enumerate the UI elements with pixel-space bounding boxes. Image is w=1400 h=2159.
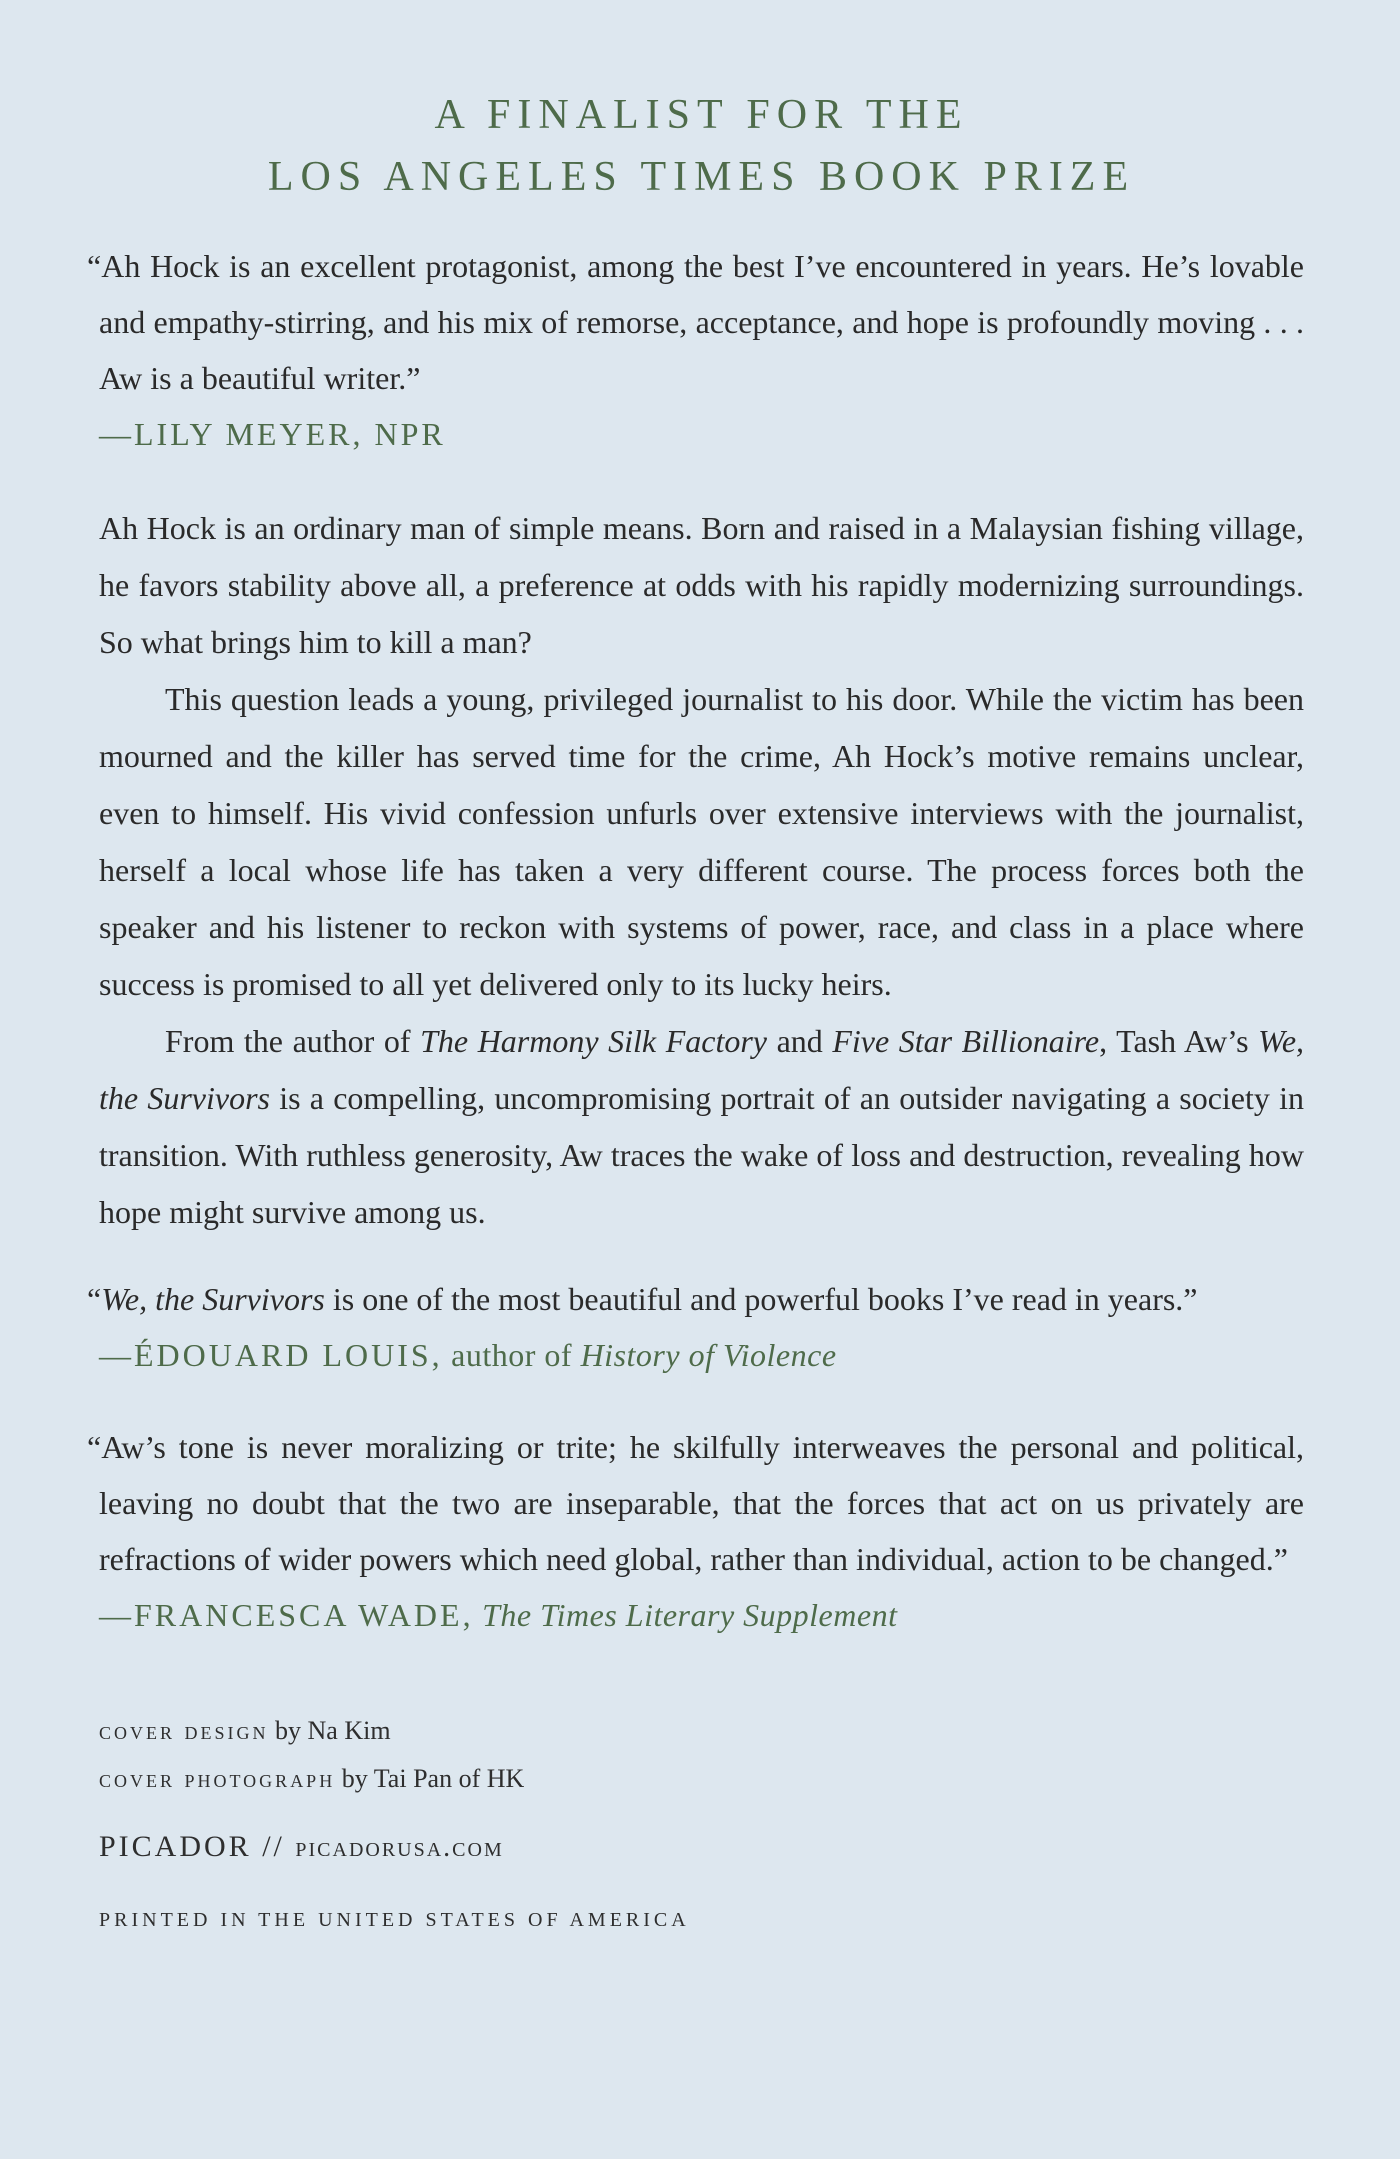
description-text: From the author of	[165, 1023, 421, 1059]
book-title: The Harmony Silk Factory	[420, 1023, 767, 1059]
quote-body: is one of the most beautiful and powerful books I’ve read in years.”	[324, 1281, 1198, 1317]
attribution-work: The Times Literary Supplement	[473, 1597, 898, 1633]
description-paragraph-1: Ah Hock is an ordinary man of simple means. Born and raised in a Malaysian fishing village, he favors stability above all, a preference at odds with his rapidly modernizing surroundings. So what brings him to kill a man?	[99, 510, 1304, 660]
quote-text: “Ah Hock is an excellent protagonist, among the best I’ve encountered in years. He’s lovable and empathy-stirring, and his mix of remorse, acceptance, and hope is profoundly moving . . . Aw is a beautiful writer.”	[87, 248, 1304, 396]
review-quote-npr	[87, 238, 1304, 462]
credits	[99, 1707, 1304, 1940]
description-paragraph-2: This question leads a young, privileged journalist to his door. While the victim has been mourned and the killer has served time for the crime, Ah Hock’s motive remains unclear, even to himself. His vivid confession unfurls over extensive interviews with the journalist, herself a local whose life has taken a very different course. The process forces both the speaker and his listener to reckon with systems of power, race, and class in a place where success is promised to all yet delivered only to its lucky heirs.	[99, 681, 1304, 1002]
attribution-name: —ÉDOUARD LOUIS,	[99, 1337, 443, 1373]
description-text: is a compelling, uncompromising portrait of an outsider navigating a society in transition. With ruthless generosity, Aw traces the wake of loss and destruction, revealing how hope might survive among us.	[99, 1080, 1305, 1230]
credit-value: by Tai Pan of HK	[335, 1764, 525, 1793]
credit-label: cover photograph	[99, 1764, 336, 1793]
publisher-url: picadorusa.com	[295, 1832, 504, 1863]
book-title: Five Star Billionaire	[832, 1023, 1100, 1059]
credit-label: cover design	[99, 1716, 269, 1745]
book-title: We, the Survivors	[101, 1281, 325, 1317]
quote-open-mark: “	[87, 1281, 102, 1317]
cover-photo-credit	[99, 1755, 1304, 1803]
description-paragraph-3	[99, 1013, 1304, 1241]
book-description	[99, 500, 1304, 1241]
attribution-name: —FRANCESCA WADE,	[99, 1597, 474, 1633]
description-text: , Tash Aw’s	[1099, 1023, 1259, 1059]
review-quote-tls	[87, 1419, 1304, 1643]
quote-attribution: —LILY MEYER, NPR	[99, 416, 446, 452]
quote-text	[87, 1271, 1304, 1327]
award-heading-line-2: LOS ANGELES TIMES BOOK PRIZE	[267, 154, 1136, 200]
printed-in-notice: PRINTED IN THE UNITED STATES OF AMERICA	[99, 1909, 690, 1931]
quote-attribution	[99, 1327, 1304, 1383]
cover-design-credit	[99, 1707, 1304, 1755]
publisher-separator: //	[251, 1830, 296, 1863]
publisher-name: PICADOR	[99, 1830, 252, 1863]
award-heading	[99, 0, 1304, 208]
review-quote-louis	[87, 1271, 1304, 1383]
description-text: and	[767, 1023, 833, 1059]
quote-attribution	[99, 1587, 1304, 1643]
award-heading-line-1: A FINALIST FOR THE	[434, 92, 969, 138]
publisher-line	[99, 1825, 1304, 1870]
credit-value: by Na Kim	[268, 1716, 391, 1745]
quote-text: “Aw’s tone is never moralizing or trite; he skilfully interweaves the personal and political, leaving no doubt that the two are inseparable, that the forces that act on us privately are refractions of wider powers which need global, rather than individual, action to be changed.”	[87, 1429, 1304, 1577]
attribution-role: author of	[442, 1337, 581, 1373]
attribution-work: History of Violence	[580, 1337, 837, 1373]
book-title: We, the Survivors	[99, 1023, 1305, 1116]
